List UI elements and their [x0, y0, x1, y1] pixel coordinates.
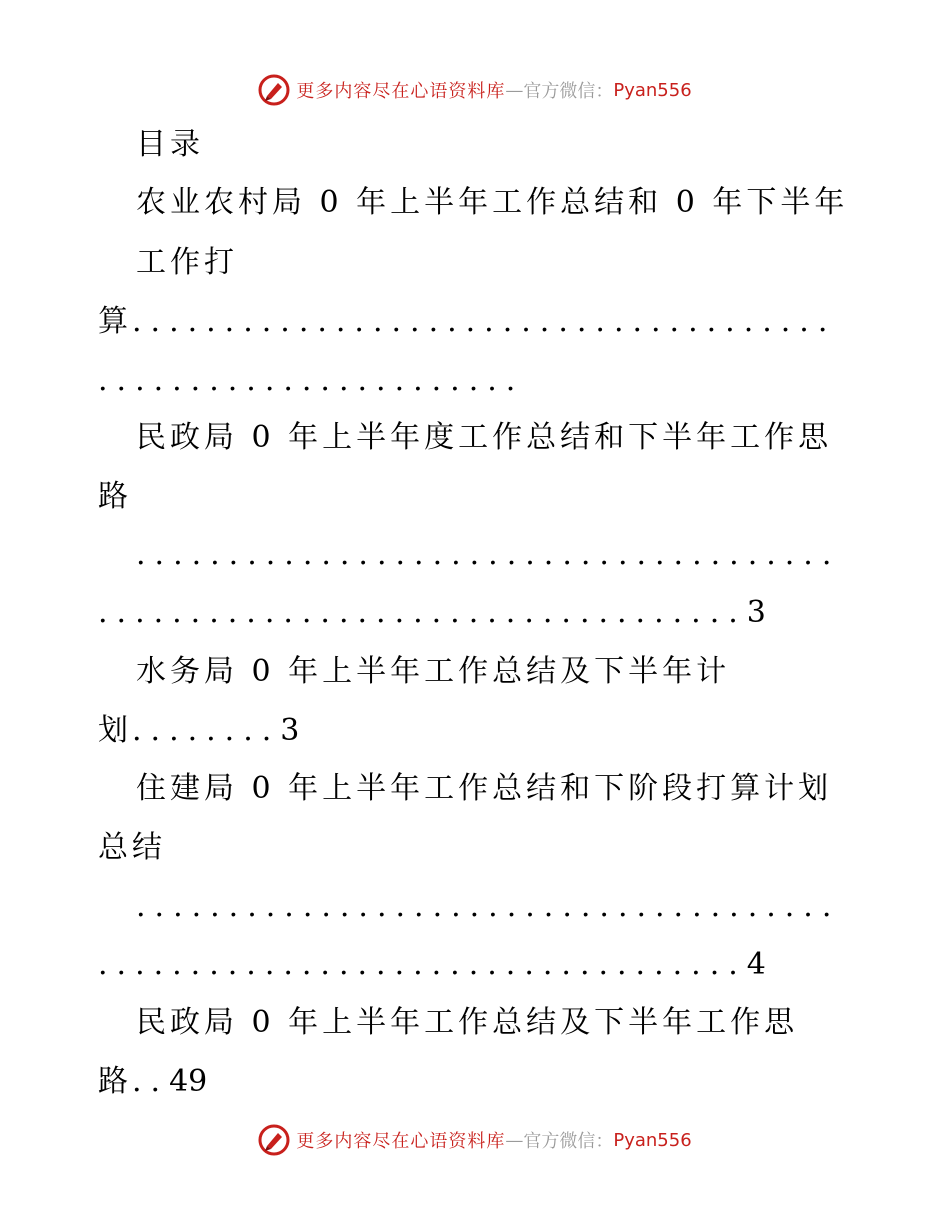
toc-entry-1-dots2: ....................... — [98, 363, 525, 398]
watermark-separator: — — [505, 1129, 524, 1151]
toc-entry-2-line2: 路 — [98, 479, 132, 514]
toc-entry-3-dots: ........ — [132, 713, 281, 748]
pen-logo-icon — [258, 1124, 290, 1156]
toc-entry-4-line1: 住建局 0 年上半年工作总结和下阶段打算计划 — [136, 771, 833, 806]
toc-entry-1-line3-text: 算 — [98, 304, 132, 339]
toc-entry-5-line1: 民政局 0 年上半年工作总结及下半年工作思 — [136, 1005, 799, 1040]
watermark-label: 官方微信： — [523, 1131, 614, 1152]
toc-entry-4-dots1: ...................................... — [136, 889, 841, 924]
toc-entry-4-dots-line1 — [136, 889, 841, 924]
toc-entry-4-dots-line2 — [98, 947, 766, 982]
toc-entry-5-page: 49 — [169, 1064, 208, 1099]
toc-entry-1-line3 — [98, 304, 837, 339]
toc-entry-4-line2: 总结 — [98, 830, 166, 865]
toc-entry-5-line2 — [98, 1064, 208, 1099]
watermark-label: 官方微信： — [523, 81, 614, 102]
watermark-separator: — — [505, 79, 524, 101]
toc-entry-1-line1: 农业农村局 0 年上半年工作总结和 0 年下半年 — [136, 185, 849, 220]
toc-entry-3-line2 — [98, 713, 300, 748]
toc-entry-2-line1: 民政局 0 年上半年度工作总结和下半年工作思 — [136, 420, 833, 455]
toc-entry-2-page: 3 — [746, 595, 766, 630]
toc-entry-2-dots2: ................................... — [98, 595, 747, 630]
watermark-text: 更多内容尽在心语资料库 — [296, 81, 506, 102]
toc-entry-3-page: 3 — [280, 713, 300, 748]
watermark-wechat-id: Pyan556 — [613, 1129, 692, 1151]
watermark-wechat-id: Pyan556 — [613, 79, 692, 101]
toc-entry-3-line1: 水务局 0 年上半年工作总结及下半年计 — [136, 654, 731, 689]
toc-entry-1-line2: 工作打 — [136, 245, 238, 280]
toc-entry-1-dots1: ...................................... — [132, 304, 837, 339]
toc-entry-2-dots-line2 — [98, 595, 766, 630]
watermark-text: 更多内容尽在心语资料库 — [296, 1131, 506, 1152]
pen-logo-icon — [258, 74, 290, 106]
toc-entry-3-line2-text: 划 — [98, 713, 132, 748]
toc-entry-4-page: 4 — [746, 947, 766, 982]
watermark-banner-bottom — [0, 1120, 950, 1160]
toc-entry-5-line2-text: 路 — [98, 1064, 132, 1099]
watermark-banner-top — [0, 70, 950, 110]
toc-entry-2-dots1: ...................................... — [136, 537, 841, 572]
toc-title: 目录 — [136, 127, 204, 162]
toc-entry-5-dots: .. — [132, 1064, 170, 1099]
toc-entry-1-dots-line — [98, 363, 525, 398]
toc-entry-2-dots-line1 — [136, 537, 841, 572]
toc-entry-4-dots2: ................................... — [98, 947, 747, 982]
